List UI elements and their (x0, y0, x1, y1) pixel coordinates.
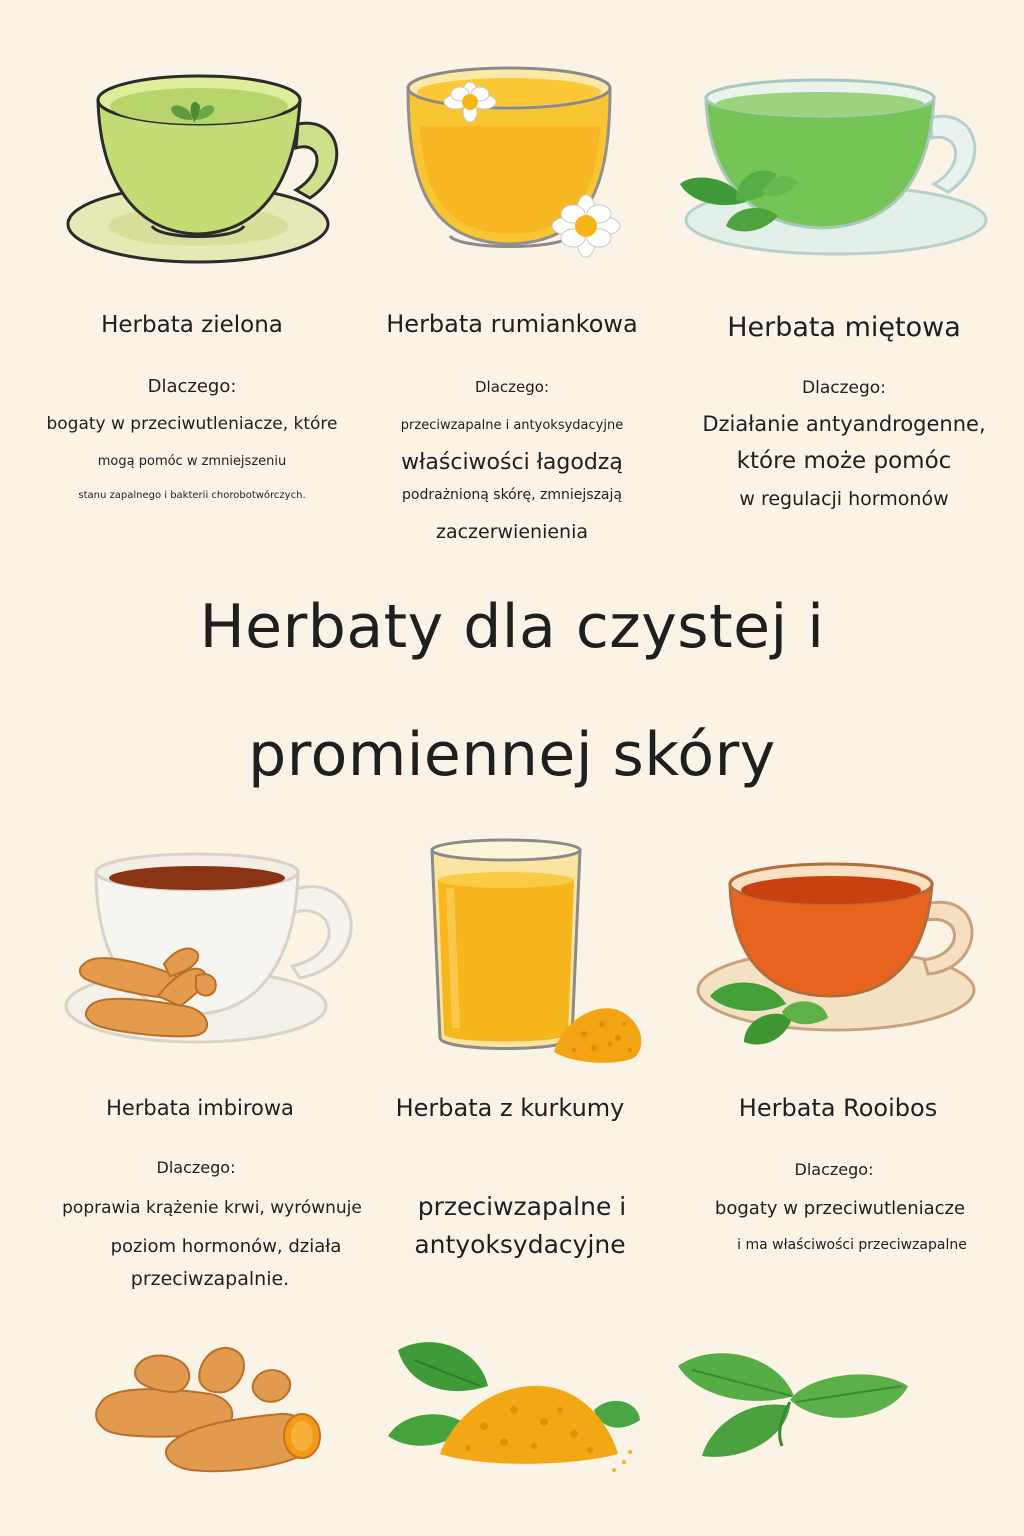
page-title-line-2: promiennej skóry (248, 720, 776, 790)
reason-line-green-2: mogą pomóc w zmniejszeniu (97, 454, 287, 469)
why-label-chamomile: Dlaczego: (474, 378, 549, 396)
tea-name-chamomile: Herbata rumiankowa (386, 310, 638, 338)
reason-line-turmeric-1: przeciwzapalne i (417, 1192, 627, 1221)
reason-line-chamomile-4: zaczerwienienia (435, 521, 589, 543)
mint-leaves-icon (672, 1336, 932, 1466)
reason-line-rooibos-1: bogaty w przeciwutleniacze (714, 1198, 966, 1219)
reason-line-mint-2: które może pomóc (736, 448, 952, 474)
why-label-rooibos: Dlaczego: (794, 1160, 874, 1179)
ginger-root-icon (90, 1334, 330, 1484)
reason-line-chamomile-1: przeciwzapalne i antyoksydacyjne (400, 418, 624, 433)
reason-line-mint-1: Działanie antyandrogenne, (702, 412, 986, 436)
why-label-mint: Dlaczego: (802, 378, 886, 398)
tea-name-mint: Herbata miętowa (727, 312, 961, 343)
tea-name-green: Herbata zielona (101, 312, 283, 338)
tea-name-rooibos: Herbata Rooibos (738, 1094, 938, 1122)
reason-line-green-1: bogaty w przeciwutleniacze, które (46, 414, 338, 434)
chamomile-tea-cup-icon (400, 66, 640, 266)
tea-name-turmeric: Herbata z kurkumy (395, 1094, 625, 1122)
tea-name-ginger: Herbata imbirowa (106, 1096, 294, 1120)
reason-line-ginger-2: poziom hormonów, działa (110, 1236, 342, 1257)
reason-line-ginger-1: poprawia krążenie krwi, wyrównuje (62, 1198, 362, 1218)
reason-line-ginger-3: przeciwzapalnie. (130, 1268, 290, 1290)
mint-tea-cup-icon (676, 76, 996, 256)
reason-line-chamomile-2: właściwości łagodzą (401, 450, 623, 475)
turmeric-powder-with-leaves-icon (384, 1330, 644, 1480)
page-title-line-1: Herbaty dla czystej i (199, 592, 825, 662)
green-tea-cup-icon (60, 66, 350, 276)
reason-line-turmeric-2: antyoksydacyjne (414, 1230, 626, 1259)
why-label-ginger: Dlaczego: (156, 1158, 236, 1177)
ginger-tea-cup-icon (60, 846, 360, 1056)
turmeric-drink-glass-icon (424, 838, 664, 1070)
reason-line-mint-3: w regulacji hormonów (739, 488, 949, 510)
reason-line-rooibos-2: i ma właściwości przeciwzapalne (737, 1237, 967, 1253)
reason-line-green-3: stanu zapalnego i bakterii chorobotwórczych. (78, 490, 306, 501)
why-label-green: Dlaczego: (147, 376, 237, 397)
rooibos-tea-cup-icon (692, 856, 982, 1066)
reason-line-chamomile-3: podrażnioną skórę, zmniejszają (402, 487, 622, 503)
